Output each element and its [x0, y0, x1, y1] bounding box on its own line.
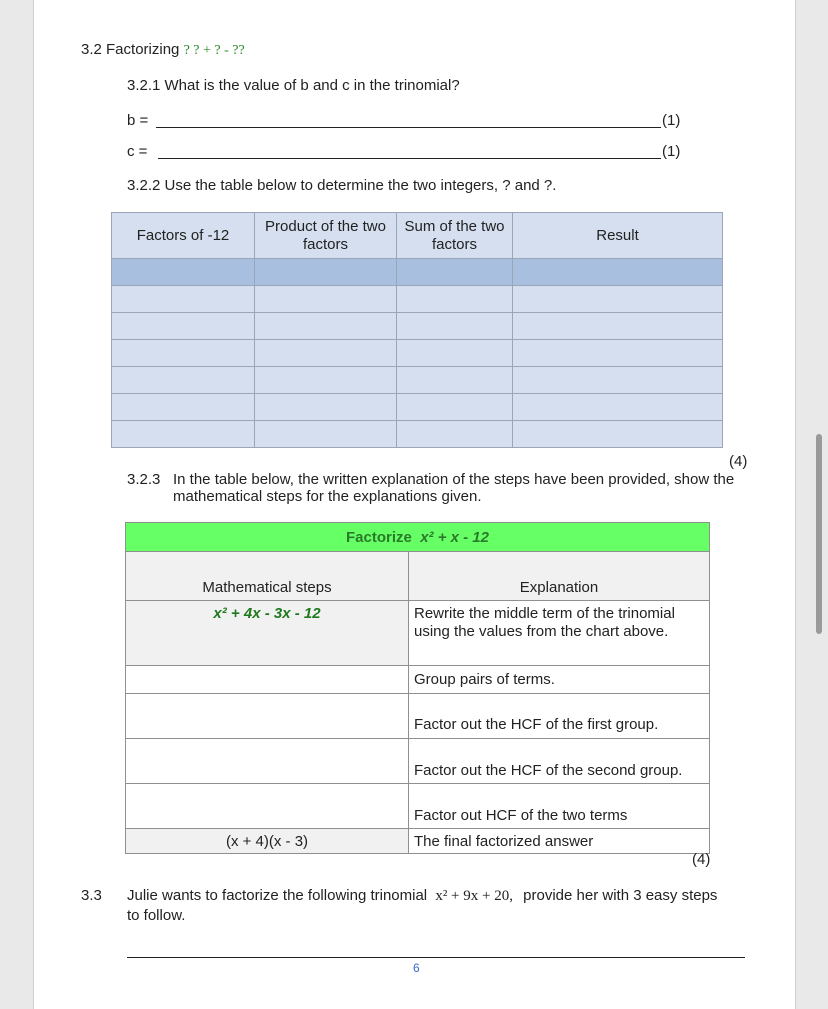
explanation-cell: Factor out the HCF of the first group. — [409, 694, 710, 739]
table-cell[interactable] — [255, 313, 397, 340]
table-cell[interactable] — [513, 286, 723, 313]
table-cell[interactable] — [513, 394, 723, 421]
steps-title: Factorize x² + x - 12 — [126, 523, 710, 552]
table-row — [112, 340, 723, 367]
table-cell[interactable] — [397, 394, 513, 421]
table-row — [126, 666, 710, 694]
step-cell[interactable] — [126, 694, 409, 739]
table-cell[interactable] — [255, 286, 397, 313]
step-cell[interactable] — [126, 666, 409, 694]
b-label: b = — [127, 112, 149, 129]
table-cell[interactable] — [397, 367, 513, 394]
table-row — [126, 601, 710, 666]
header-result: Result — [513, 213, 723, 259]
table-mark: (4) — [729, 453, 748, 470]
question-3-3-line2: to follow. — [127, 907, 186, 924]
question-3-2-3-number: 3.2.3 — [127, 471, 161, 488]
factors-table-header — [112, 213, 723, 259]
table-cell[interactable] — [255, 367, 397, 394]
question-3-2-3-line2: mathematical steps for the explanations given. — [173, 488, 482, 505]
table-cell[interactable] — [112, 259, 255, 286]
step-cell[interactable] — [126, 739, 409, 784]
b-mark: (1) — [662, 112, 681, 129]
table-cell[interactable] — [255, 421, 397, 448]
question-3-2-2: 3.2.2 Use the table below to determine the two integers, ? and ?. — [127, 177, 557, 194]
header-sum: Sum of the two factors — [397, 213, 513, 259]
table-cell[interactable] — [255, 340, 397, 367]
c-label: c = — [127, 143, 148, 160]
c-mark: (1) — [662, 143, 681, 160]
table-cell[interactable] — [513, 367, 723, 394]
steps-header-row — [126, 552, 710, 601]
table-row — [112, 259, 723, 286]
table-cell[interactable] — [112, 394, 255, 421]
explanation-cell: The final factorized answer — [409, 829, 710, 854]
question-3-2-1: 3.2.1 What is the value of b and c in the trinomial? — [127, 77, 460, 94]
table-cell[interactable] — [513, 340, 723, 367]
table-row — [126, 739, 710, 784]
table-cell[interactable] — [112, 286, 255, 313]
table-row — [112, 394, 723, 421]
table-cell[interactable] — [255, 259, 397, 286]
explanation-cell: Factor out the HCF of the second group. — [409, 739, 710, 784]
explanation-cell: Factor out HCF of the two terms — [409, 784, 710, 829]
answer-line[interactable] — [127, 957, 745, 958]
explanation-cell: Rewrite the middle term of the trinomial using the values from the chart above. — [409, 601, 710, 666]
scrollbar-thumb[interactable] — [816, 434, 822, 634]
question-3-3-number: 3.3 — [81, 887, 102, 904]
table-cell[interactable] — [112, 340, 255, 367]
explanation-cell: Group pairs of terms. — [409, 666, 710, 694]
table-cell[interactable] — [397, 421, 513, 448]
step-cell[interactable]: x² + 4x - 3x - 12 — [126, 601, 409, 666]
factors-table — [111, 212, 723, 448]
header-product: Product of the two factors — [255, 213, 397, 259]
table-cell[interactable] — [112, 421, 255, 448]
table-cell[interactable] — [397, 286, 513, 313]
table-row — [112, 286, 723, 313]
b-answer-line[interactable] — [156, 127, 661, 128]
question-3-3-text: Julie wants to factorize the following trinomial x² + 9x + 20, provide her with 3 easy steps — [127, 887, 718, 904]
question-3-2-heading: 3.2 Factorizing ? ? + ? - ?? — [81, 41, 245, 58]
table-row — [112, 367, 723, 394]
final-step-cell: (x + 4)(x - 3) — [126, 829, 409, 854]
table-cell[interactable] — [513, 259, 723, 286]
table-row — [126, 829, 710, 854]
table-row — [126, 784, 710, 829]
table-cell[interactable] — [112, 313, 255, 340]
table-row — [112, 421, 723, 448]
table-cell[interactable] — [112, 367, 255, 394]
question-3-2-3-line1: In the table below, the written explanation of the steps have been provided, show the — [173, 471, 735, 488]
page-number: 6 — [413, 961, 420, 975]
table-cell[interactable] — [397, 259, 513, 286]
table-cell[interactable] — [255, 394, 397, 421]
header-factors: Factors of -12 — [112, 213, 255, 259]
steps-title-row — [126, 523, 710, 552]
table-cell[interactable] — [397, 313, 513, 340]
table-cell[interactable] — [513, 421, 723, 448]
table-cell[interactable] — [397, 340, 513, 367]
table-row — [112, 313, 723, 340]
steps-mark: (4) — [692, 851, 711, 868]
step-cell[interactable] — [126, 784, 409, 829]
col-mathematical-steps: Mathematical steps — [126, 552, 409, 601]
table-cell[interactable] — [513, 313, 723, 340]
c-answer-line[interactable] — [158, 158, 661, 159]
col-explanation: Explanation — [409, 552, 710, 601]
steps-table — [125, 522, 710, 854]
table-row — [126, 694, 710, 739]
